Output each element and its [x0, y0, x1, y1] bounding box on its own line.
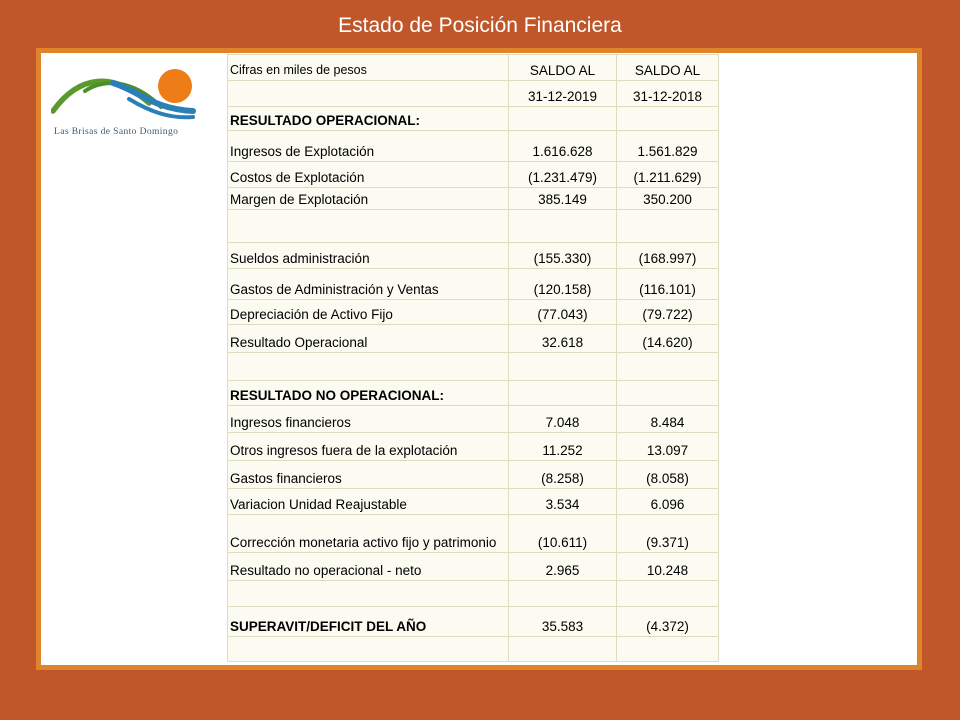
value-2019: 1.616.628 — [509, 131, 617, 162]
value-2018 — [617, 353, 719, 381]
table-row — [228, 637, 719, 662]
row-label: Otros ingresos fuera de la explotación — [228, 433, 509, 461]
value-2019: 2.965 — [509, 553, 617, 581]
row-label: Gastos financieros — [228, 461, 509, 489]
table-header-row — [228, 55, 719, 81]
value-2019: 3.534 — [509, 489, 617, 515]
table-row — [228, 489, 719, 515]
row-label — [228, 581, 509, 607]
table-row — [228, 131, 719, 162]
value-2019: 32.618 — [509, 325, 617, 353]
column-date-2018: 31-12-2018 — [617, 81, 719, 107]
value-2018: (79.722) — [617, 300, 719, 325]
value-2019: (155.330) — [509, 243, 617, 269]
table-row — [228, 406, 719, 433]
row-label — [228, 637, 509, 662]
row-label: Costos de Explotación — [228, 162, 509, 188]
value-2019 — [509, 637, 617, 662]
table-row — [228, 433, 719, 461]
value-2019: (10.611) — [509, 515, 617, 553]
column-date-2019: 31-12-2019 — [509, 81, 617, 107]
value-2019: 35.583 — [509, 607, 617, 637]
value-2019: (8.258) — [509, 461, 617, 489]
value-2019 — [509, 107, 617, 131]
value-2019 — [509, 581, 617, 607]
row-label: Gastos de Administración y Ventas — [228, 269, 509, 300]
table-row — [228, 461, 719, 489]
row-label: Ingresos financieros — [228, 406, 509, 433]
value-2018: 13.097 — [617, 433, 719, 461]
table-row — [228, 515, 719, 553]
table-row — [228, 553, 719, 581]
table-row — [228, 188, 719, 210]
table-row — [228, 607, 719, 637]
slide-title: Estado de Posición Financiera — [338, 14, 622, 37]
table-row — [228, 269, 719, 300]
row-label: Margen de Explotación — [228, 188, 509, 210]
table-row — [228, 300, 719, 325]
value-2019: 7.048 — [509, 406, 617, 433]
table-row — [228, 210, 719, 243]
row-label: Resultado no operacional - neto — [228, 553, 509, 581]
value-2018: (14.620) — [617, 325, 719, 353]
table-date-row — [228, 81, 719, 107]
value-2018 — [617, 210, 719, 243]
section-heading: SUPERAVIT/DEFICIT DEL AÑO — [228, 607, 509, 637]
value-2018: 6.096 — [617, 489, 719, 515]
column-header-2018: SALDO AL — [617, 55, 719, 81]
value-2019: (1.231.479) — [509, 162, 617, 188]
value-2018: 10.248 — [617, 553, 719, 581]
column-header-2019: SALDO AL — [509, 55, 617, 81]
value-2019: (120.158) — [509, 269, 617, 300]
table-row — [228, 581, 719, 607]
value-2018 — [617, 381, 719, 406]
value-2019: (77.043) — [509, 300, 617, 325]
value-2018: (116.101) — [617, 269, 719, 300]
units-label: Cifras en miles de pesos — [228, 55, 509, 81]
value-2019 — [509, 381, 617, 406]
value-2019 — [509, 210, 617, 243]
value-2018: 350.200 — [617, 188, 719, 210]
table-row — [228, 162, 719, 188]
row-label: Depreciación de Activo Fijo — [228, 300, 509, 325]
value-2018: (4.372) — [617, 607, 719, 637]
value-2018: 8.484 — [617, 406, 719, 433]
row-label: Corrección monetaria activo fijo y patrimonio — [228, 515, 509, 553]
logo-mark-icon — [51, 61, 201, 127]
section-heading: RESULTADO NO OPERACIONAL: — [228, 381, 509, 406]
value-2018: 1.561.829 — [617, 131, 719, 162]
value-2018: (8.058) — [617, 461, 719, 489]
value-2018 — [617, 107, 719, 131]
table-row — [228, 353, 719, 381]
value-2018: (9.371) — [617, 515, 719, 553]
logo-text: Las Brisas de Santo Domingo — [54, 127, 179, 137]
value-2018 — [617, 637, 719, 662]
content-frame — [36, 48, 922, 670]
value-2018: (1.211.629) — [617, 162, 719, 188]
table-row — [228, 243, 719, 269]
company-logo — [51, 61, 201, 143]
table-row — [228, 107, 719, 131]
value-2018 — [617, 581, 719, 607]
row-label — [228, 353, 509, 381]
row-label: Resultado Operacional — [228, 325, 509, 353]
value-2019: 385.149 — [509, 188, 617, 210]
row-label: Ingresos de Explotación — [228, 131, 509, 162]
financial-statement-table — [227, 54, 719, 662]
date-row-label — [228, 81, 509, 107]
value-2019: 11.252 — [509, 433, 617, 461]
row-label: Sueldos administración — [228, 243, 509, 269]
row-label: Variacion Unidad Reajustable — [228, 489, 509, 515]
row-label — [228, 210, 509, 243]
table-row — [228, 325, 719, 353]
value-2018: (168.997) — [617, 243, 719, 269]
section-heading: RESULTADO OPERACIONAL: — [228, 107, 509, 131]
table-row — [228, 381, 719, 406]
value-2019 — [509, 353, 617, 381]
